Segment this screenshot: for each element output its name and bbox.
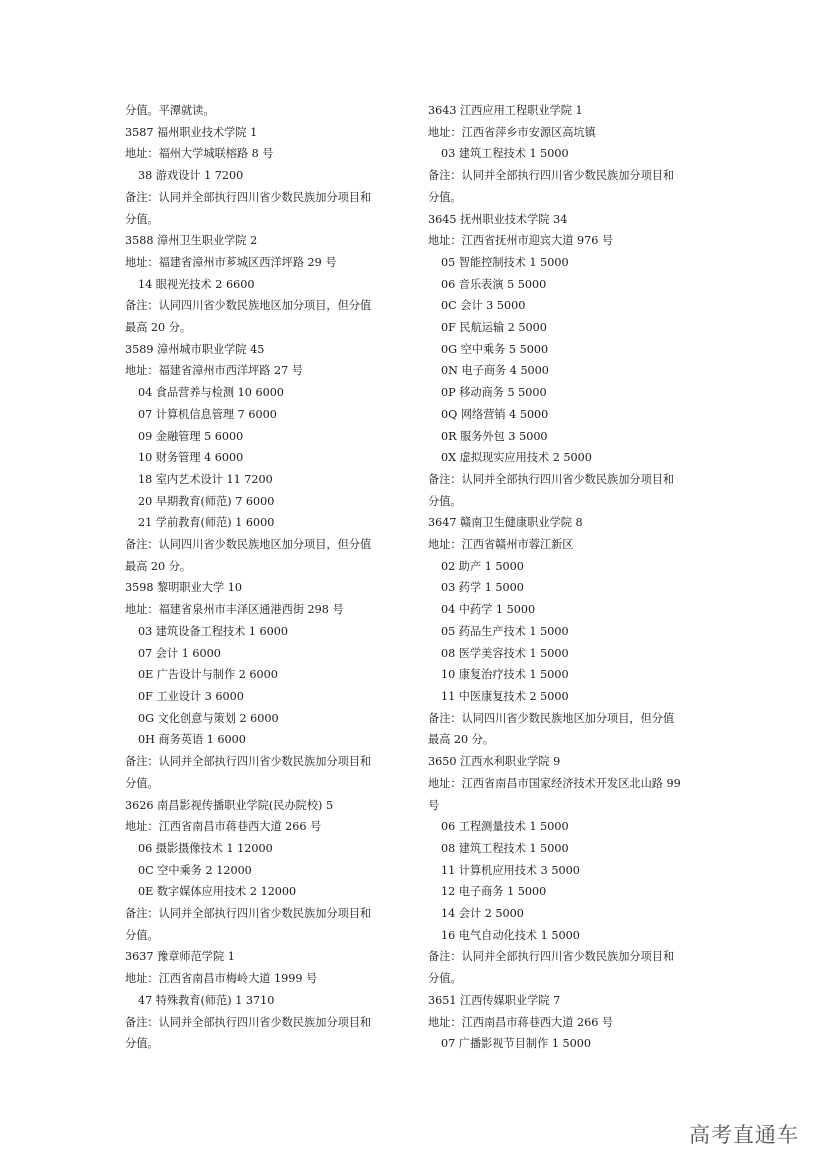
program-line: 06 摄影摄像技术 1 12000 (138, 841, 273, 855)
note-line: 分值。 (428, 494, 462, 508)
program-line: 0F 民航运输 2 5000 (441, 321, 547, 335)
program-line: 0G 文化创意与策划 2 6000 (138, 711, 279, 725)
address-line: 地址：江西省南昌市国家经济技术开发区北山路 99 (428, 776, 681, 790)
program-line: 02 助产 1 5000 (441, 559, 524, 573)
note-line: 分值。 (428, 972, 462, 986)
school-header: 3598 黎明职业大学 10 (125, 581, 242, 595)
address-line: 地址：江西省赣州市蓉江新区 (428, 538, 574, 552)
program-line: 0E 广告设计与制作 2 6000 (138, 668, 278, 682)
program-line: 10 财务管理 4 6000 (138, 451, 244, 465)
note-line: 备注：认同并全部执行四川省少数民族加分项目和 (125, 755, 372, 769)
program-line: 0N 电子商务 4 5000 (441, 364, 549, 378)
address-line: 号 (428, 798, 440, 812)
program-line: 0X 虚拟现实应用技术 2 5000 (441, 451, 592, 465)
note-line: 最高 20 分。 (125, 321, 192, 335)
program-line: 0C 空中乘务 2 12000 (138, 863, 252, 877)
program-line: 0F 工业设计 3 6000 (138, 689, 244, 703)
note-line: 分值。 (125, 776, 159, 790)
left-column (125, 100, 405, 1055)
program-line: 03 建筑工程技术 1 5000 (441, 147, 569, 161)
address-line: 地址：江西省抚州市迎宾大道 976 号 (428, 234, 614, 248)
address-line: 地址：福州大学城联榕路 8 号 (125, 147, 274, 161)
program-line: 06 音乐表演 5 5000 (441, 277, 547, 291)
program-line: 03 建筑设备工程技术 1 6000 (138, 624, 288, 638)
school-header: 3645 抚州职业技术学院 34 (428, 212, 568, 226)
school-header: 3651 江西传媒职业学院 7 (428, 993, 561, 1007)
program-line: 0Q 网络营销 4 5000 (441, 407, 549, 421)
school-header: 3643 江西应用工程职业学院 1 (428, 104, 583, 117)
note-line: 备注：认同并全部执行四川省少数民族加分项目和 (125, 1015, 372, 1029)
note-line: 分值。平潭就读。 (125, 104, 215, 117)
program-line: 05 智能控制技术 1 5000 (441, 255, 569, 269)
note-line: 备注：认同并全部执行四川省少数民族加分项目和 (428, 472, 675, 486)
program-line: 08 建筑工程技术 1 5000 (441, 841, 569, 855)
program-line: 21 学前教育(师范) 1 6000 (138, 516, 275, 530)
note-line: 备注：认同并全部执行四川省少数民族加分项目和 (125, 190, 372, 204)
program-line: 07 计算机信息管理 7 6000 (138, 407, 277, 421)
address-line: 地址：江西省南昌市梅岭大道 1999 号 (125, 972, 318, 986)
program-line: 47 特殊教育(师范) 1 3710 (138, 993, 275, 1007)
program-line: 11 中医康复技术 2 5000 (441, 689, 569, 703)
school-header: 3589 漳州城市职业学院 45 (125, 342, 265, 356)
school-header: 3587 福州职业技术学院 1 (125, 125, 258, 139)
school-header: 3637 豫章师范学院 1 (125, 950, 235, 964)
program-line: 11 计算机应用技术 3 5000 (441, 863, 580, 877)
note-line: 分值。 (125, 1037, 159, 1051)
program-line: 04 食品营养与检测 10 6000 (138, 386, 284, 400)
school-header: 3647 赣南卫生健康职业学院 8 (428, 516, 583, 530)
note-line: 备注：认同并全部执行四川省少数民族加分项目和 (125, 907, 372, 921)
program-line: 0E 数字媒体应用技术 2 12000 (138, 885, 297, 899)
program-line: 04 中药学 1 5000 (441, 603, 536, 617)
note-line: 分值。 (428, 190, 462, 204)
note-line: 分值。 (125, 928, 159, 942)
program-line: 38 游戏设计 1 7200 (138, 169, 244, 183)
program-line: 18 室内艺术设计 11 7200 (138, 472, 273, 486)
program-line: 0G 空中乘务 5 5000 (441, 342, 549, 356)
note-line: 备注：认同四川省少数民族地区加分项目，但分值 (428, 711, 675, 725)
program-line: 10 康复治疗技术 1 5000 (441, 668, 569, 682)
school-header: 3626 南昌影视传播职业学院(民办院校) 5 (125, 798, 334, 812)
note-line: 备注：认同并全部执行四川省少数民族加分项目和 (428, 950, 675, 964)
note-line: 最高 20 分。 (125, 559, 192, 573)
program-line: 16 电气自动化技术 1 5000 (441, 928, 580, 942)
note-line: 最高 20 分。 (428, 733, 495, 747)
program-line: 0H 商务英语 1 6000 (138, 733, 246, 747)
note-line: 备注：认同四川省少数民族地区加分项目，但分值 (125, 299, 372, 313)
address-line: 地址：江西省萍乡市安源区高坑镇 (428, 125, 596, 139)
program-line: 08 医学美容技术 1 5000 (441, 646, 569, 660)
address-line: 地址：福建省泉州市丰泽区通港西街 298 号 (125, 603, 344, 617)
school-header: 3650 江西水利职业学院 9 (428, 755, 561, 769)
note-line: 备注：认同并全部执行四川省少数民族加分项目和 (428, 169, 675, 183)
note-line: 分值。 (125, 212, 159, 226)
program-line: 14 眼视光技术 2 6600 (138, 277, 255, 291)
address-line: 地址：福建省漳州市西洋坪路 27 号 (125, 364, 303, 378)
program-line: 05 药品生产技术 1 5000 (441, 624, 569, 638)
program-line: 07 会计 1 6000 (138, 646, 221, 660)
program-line: 12 电子商务 1 5000 (441, 885, 547, 899)
right-column (428, 100, 708, 1055)
school-header: 3588 漳州卫生职业学院 2 (125, 234, 258, 248)
program-line: 0C 会计 3 5000 (441, 299, 526, 313)
program-line: 09 金融管理 5 6000 (138, 429, 244, 443)
address-line: 地址：江西南昌市蒋巷西大道 266 号 (428, 1015, 614, 1029)
program-line: 06 工程测量技术 1 5000 (441, 820, 569, 834)
program-line: 07 广播影视节目制作 1 5000 (441, 1037, 591, 1051)
program-line: 20 早期教育(师范) 7 6000 (138, 494, 275, 508)
program-line: 0R 服务外包 3 5000 (441, 429, 548, 443)
address-line: 地址：江西省南昌市蒋巷西大道 266 号 (125, 820, 322, 834)
watermark-text: 高考直通车 (689, 1123, 799, 1147)
note-line: 备注：认同四川省少数民族地区加分项目，但分值 (125, 538, 372, 552)
address-line: 地址：福建省漳州市芗城区西洋坪路 29 号 (125, 255, 337, 269)
program-line: 03 药学 1 5000 (441, 581, 524, 595)
program-line: 14 会计 2 5000 (441, 907, 524, 921)
program-line: 0P 移动商务 5 5000 (441, 386, 547, 400)
